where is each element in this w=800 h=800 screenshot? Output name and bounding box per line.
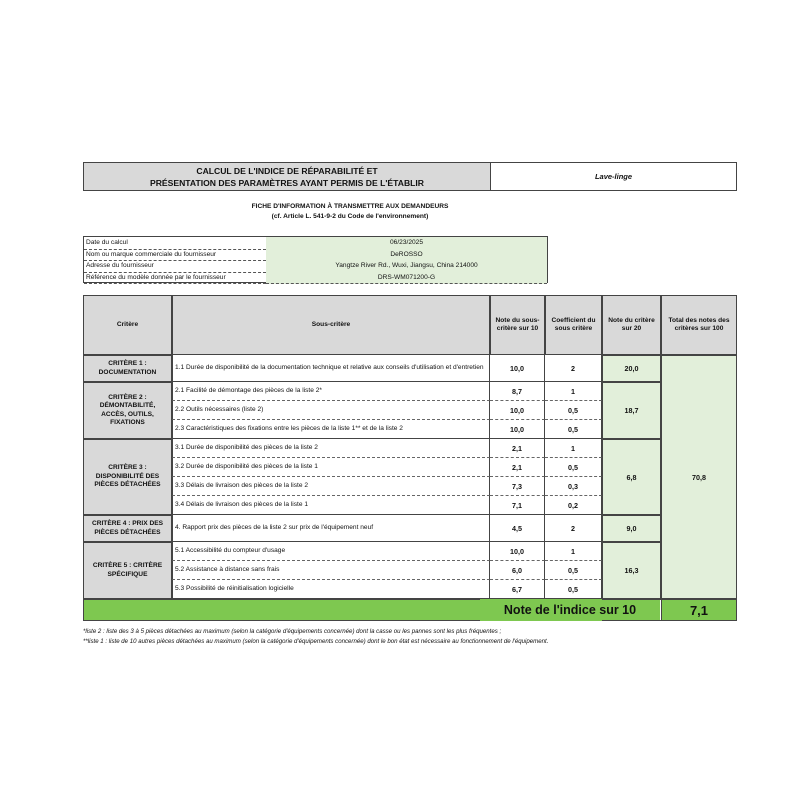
title-line-1: CALCUL DE L'INDICE DE RÉPARABILITÉ ET xyxy=(196,165,378,176)
footer-divider xyxy=(602,599,661,621)
sub-criterion-label: 3.2 Durée de disponibilité des pièces de la liste 1 xyxy=(172,458,490,477)
header-note-sous-critere: Note du sous-critère sur 10 xyxy=(490,295,545,355)
criterion-name: CRITÈRE 3 : DISPONIBILITÉ DES PIÈCES DÉTACHÉES xyxy=(83,439,172,515)
sub-criterion-note: 2,1 xyxy=(490,439,545,458)
sub-criterion-note: 10,0 xyxy=(490,542,545,561)
info-label: Référence du modèle donnée par le fournisseur xyxy=(84,272,266,285)
repairability-table xyxy=(83,295,737,623)
info-value: DeROSSO xyxy=(266,249,547,262)
sub-criterion-label: 4. Rapport prix des pièces de la liste 2 sur prix de l'équipement neuf xyxy=(172,515,490,542)
header-sous-critere: Sous-critère xyxy=(172,295,490,355)
info-value: DRS-WM071200-G xyxy=(266,272,547,285)
info-row xyxy=(84,272,547,284)
info-label: Date du calcul xyxy=(84,237,266,250)
info-label: Adresse du fournisseur xyxy=(84,260,266,273)
sub-criterion-coefficient: 1 xyxy=(545,382,602,401)
sub-criterion-coefficient: 2 xyxy=(545,355,602,382)
product-category: Lave-linge xyxy=(594,172,633,181)
sub-criterion-coefficient: 0,5 xyxy=(545,401,602,420)
criterion-note-20: 20,0 xyxy=(602,355,661,382)
sub-criterion-note: 7,3 xyxy=(490,477,545,496)
sub-criterion-label: 5.3 Possibilité de réinitialisation logicielle xyxy=(172,580,490,599)
footer-index-value: 7,1 xyxy=(661,599,737,621)
supplier-info-table xyxy=(83,236,548,283)
sub-criterion-note: 7,1 xyxy=(490,496,545,515)
sub-criterion-note: 10,0 xyxy=(490,420,545,439)
sub-criterion-label: 3.4 Délais de livraison des pièces de la liste 1 xyxy=(172,496,490,515)
title-line-2: PRÉSENTATION DES PARAMÈTRES AYANT PERMIS DE L'ÉTABLIR xyxy=(149,177,425,188)
header-critere: Critère xyxy=(83,295,172,355)
sub-criterion-label: 2.1 Facilité de démontage des pièces de la liste 2* xyxy=(172,382,490,401)
sub-criterion-label: 3.3 Délais de livraison des pièces de la liste 2 xyxy=(172,477,490,496)
footnote-list-2: *liste 2 : liste des 3 à 5 pièces détachées au maximum (selon la catégorie d'équipements concernée) dont la casse ou les pannes sont les plus fréquentes ; xyxy=(83,628,502,635)
info-row xyxy=(84,260,547,272)
document-title xyxy=(150,165,424,189)
criterion-name: CRITÈRE 4 : PRIX DES PIÈCES DÉTACHÉES xyxy=(83,515,172,542)
criterion-name: CRITÈRE 5 : CRITÈRE SPÉCIFIQUE xyxy=(83,542,172,599)
fiche-heading xyxy=(150,202,550,222)
product-box xyxy=(490,162,737,191)
criterion-note-20: 16,3 xyxy=(602,542,661,599)
sub-criterion-note: 4,5 xyxy=(490,515,545,542)
sub-criterion-note: 8,7 xyxy=(490,382,545,401)
footer-index-label: Note de l'indice sur 10 xyxy=(480,599,660,621)
info-row xyxy=(84,237,547,249)
criterion-note-20: 18,7 xyxy=(602,382,661,439)
sub-criterion-label: 3.1 Durée de disponibilité des pièces de la liste 2 xyxy=(172,439,490,458)
sub-criterion-note: 10,0 xyxy=(490,401,545,420)
title-box xyxy=(83,162,491,191)
criterion-note-20: 6,8 xyxy=(602,439,661,515)
header-total: Total des notes des critères sur 100 xyxy=(661,295,737,355)
header-coefficient: Coefficient du sous critère xyxy=(545,295,602,355)
header-note-critere: Note du critère sur 20 xyxy=(602,295,661,355)
sub-criterion-coefficient: 0,5 xyxy=(545,458,602,477)
sub-criterion-coefficient: 0,5 xyxy=(545,420,602,439)
total-100: 70,8 xyxy=(661,355,737,599)
sub-criterion-coefficient: 0,5 xyxy=(545,561,602,580)
sub-criterion-note: 6,0 xyxy=(490,561,545,580)
sub-criterion-coefficient: 0,2 xyxy=(545,496,602,515)
sub-criterion-label: 2.2 Outils nécessaires (liste 2) xyxy=(172,401,490,420)
info-label: Nom ou marque commerciale du fournisseur xyxy=(84,249,266,262)
footnote-list-1: **liste 1 : liste de 10 autres pièces détachées au maximum (selon la catégorie d'équipements concernée) dont le bon état est nécessaire au fonctionnement de l'équipement. xyxy=(83,638,549,645)
criterion-name: CRITÈRE 1 : DOCUMENTATION xyxy=(83,355,172,382)
fiche-line-1: FICHE D'INFORMATION À TRANSMETTRE AUX DEMANDEURS xyxy=(251,203,449,210)
sub-criterion-note: 2,1 xyxy=(490,458,545,477)
sub-criterion-coefficient: 1 xyxy=(545,439,602,458)
sub-criterion-label: 5.2 Assistance à distance sans frais xyxy=(172,561,490,580)
criterion-note-20: 9,0 xyxy=(602,515,661,542)
sub-criterion-note: 10,0 xyxy=(490,355,545,382)
sub-criterion-coefficient: 2 xyxy=(545,515,602,542)
sub-criterion-coefficient: 1 xyxy=(545,542,602,561)
sub-criterion-coefficient: 0,3 xyxy=(545,477,602,496)
sub-criterion-label: 1.1 Durée de disponibilité de la documentation technique et relative aux conseils d'utilisation et d'entretien xyxy=(172,355,490,382)
sub-criterion-label: 2.3 Caractéristiques des fixations entre les pièces de la liste 1** et de la liste 2 xyxy=(172,420,490,439)
sub-criterion-label: 5.1 Accessibilité du compteur d'usage xyxy=(172,542,490,561)
sub-criterion-coefficient: 0,5 xyxy=(545,580,602,599)
info-value: Yangtze River Rd., Wuxi, Jiangsu, China 214000 xyxy=(266,260,547,273)
info-row xyxy=(84,249,547,261)
info-value: 06/23/2025 xyxy=(266,237,547,250)
sub-criterion-note: 6,7 xyxy=(490,580,545,599)
criterion-name: CRITÈRE 2 : DÉMONTABILITÉ, ACCÈS, OUTILS, FIXATIONS xyxy=(83,382,172,439)
fiche-line-2: (cf. Article L. 541-9-2 du Code de l'environnement) xyxy=(271,213,429,220)
